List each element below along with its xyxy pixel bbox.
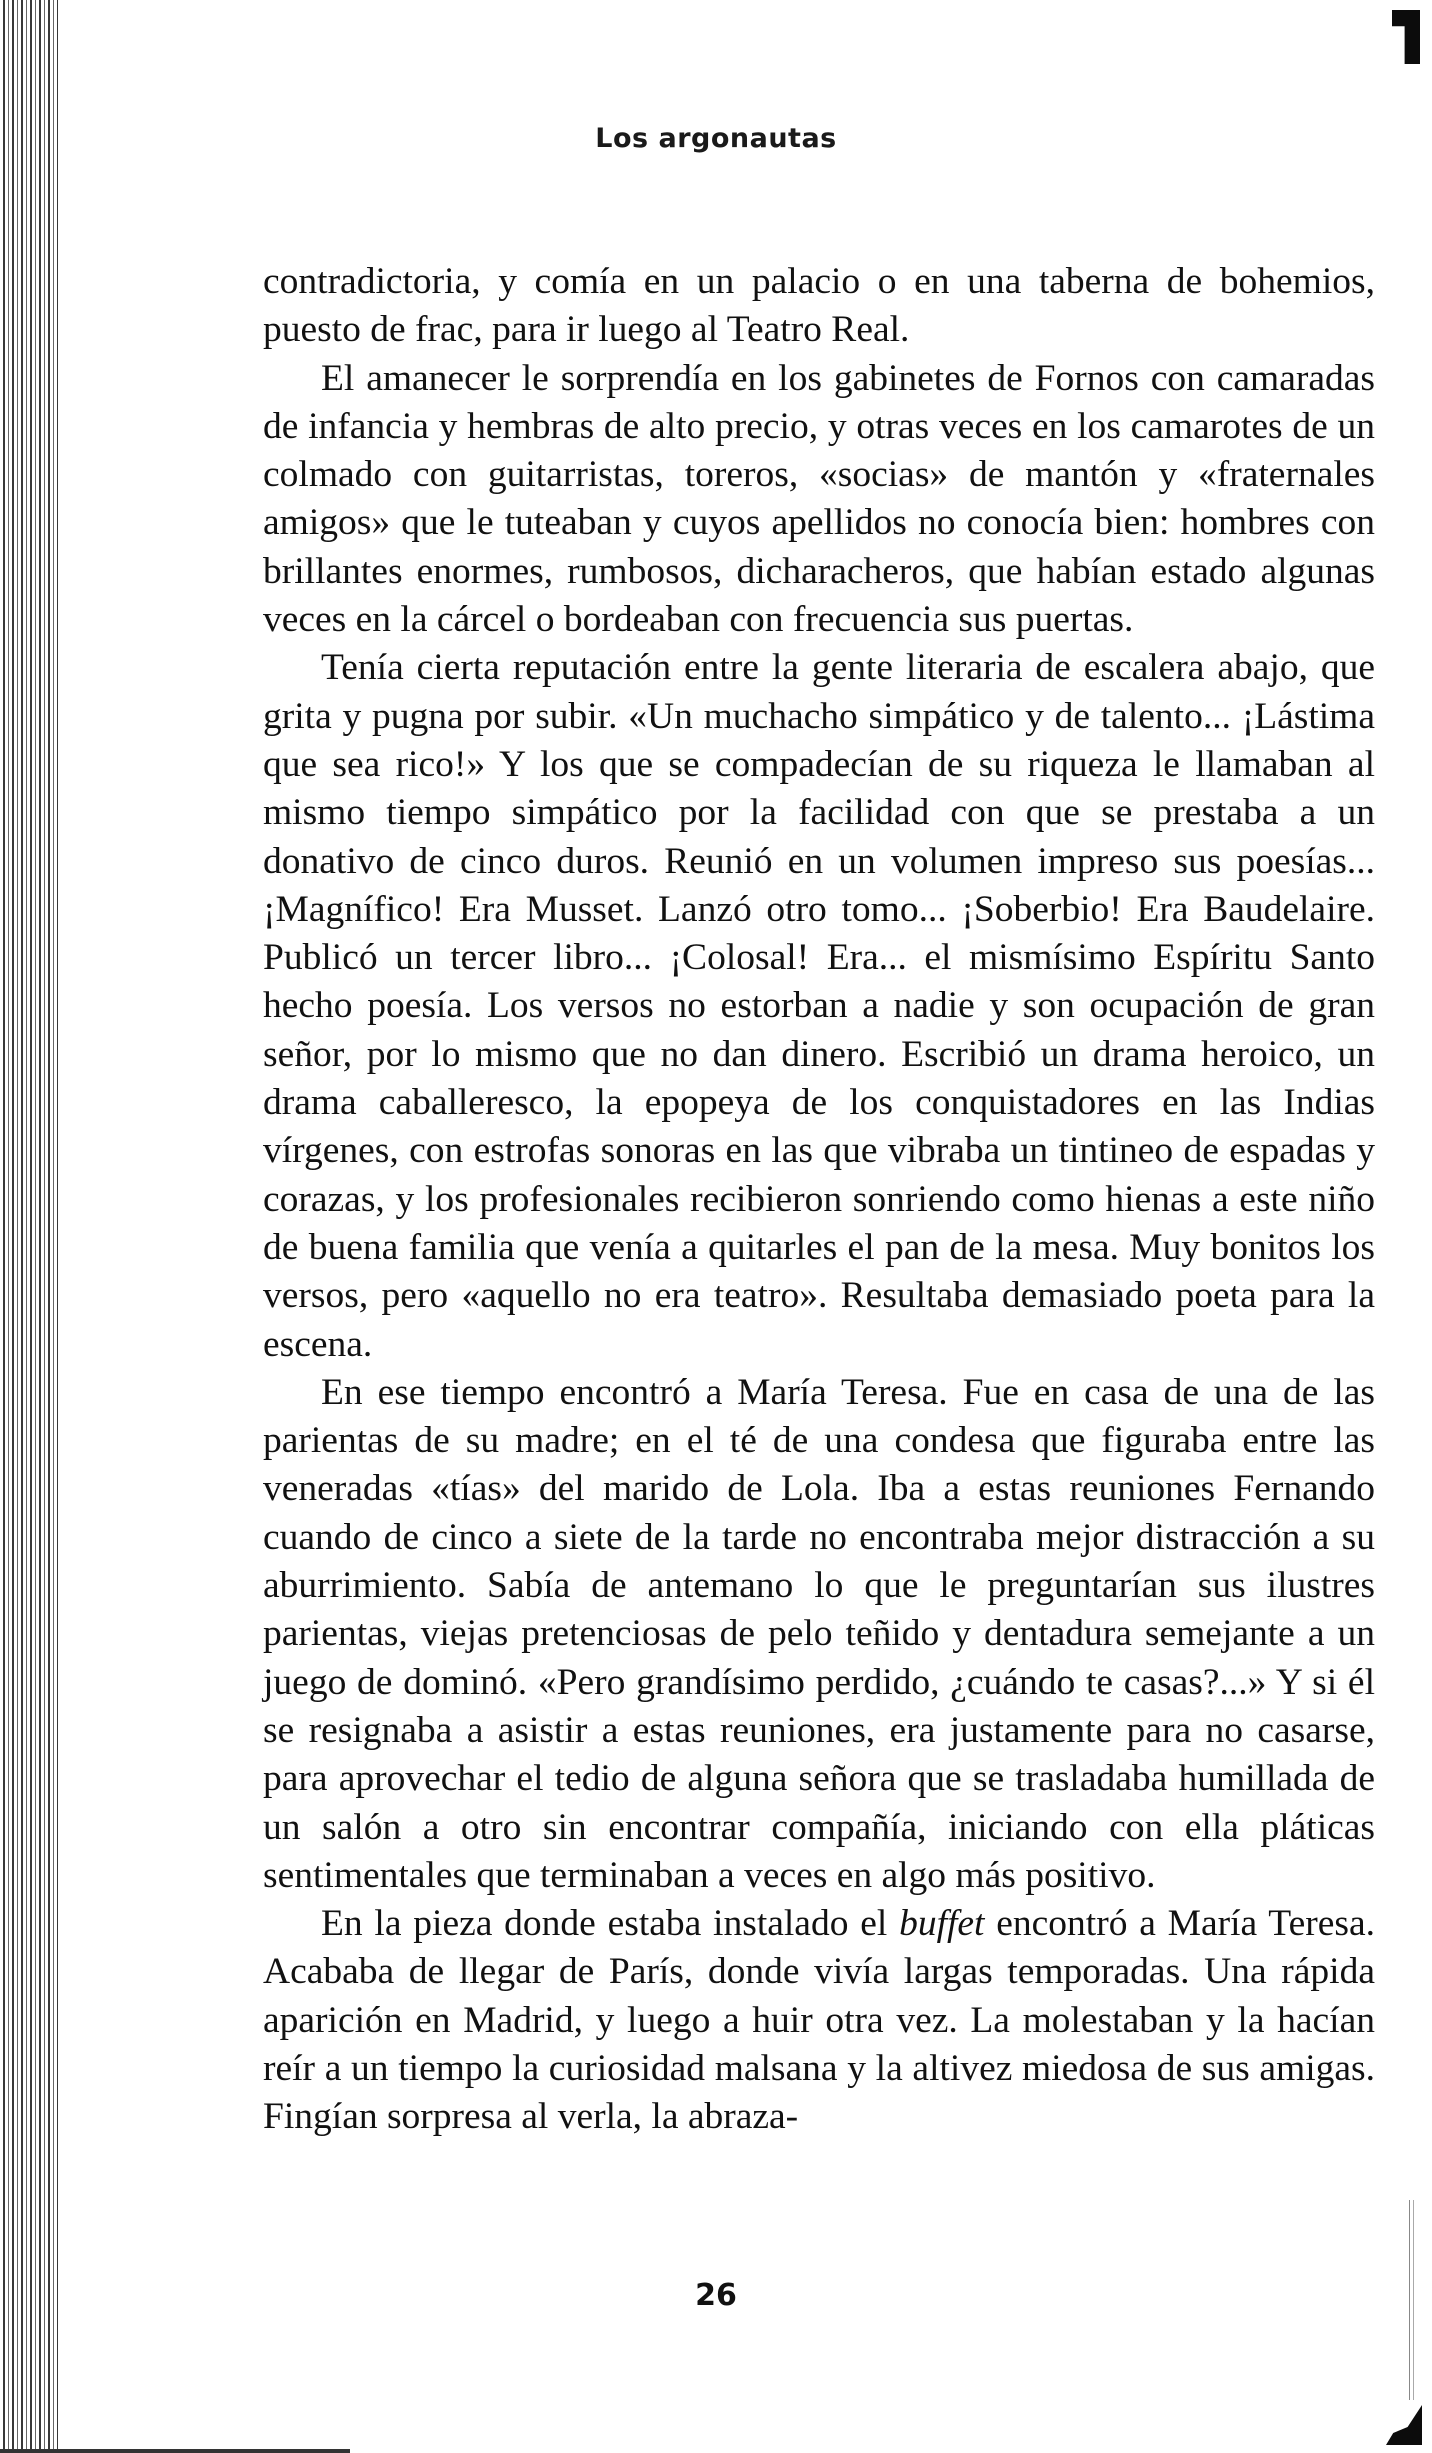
scan-bottom-edge (0, 2449, 350, 2453)
paragraph-2: El amanecer le sorprendía en los gabinetes de Fornos con camaradas de infancia y hembras de alto precio, y otras veces en los camarotes de un colmado con guitarristas, toreros, «socias» de mantón y «fraternales amigos» que le tuteaban y cuyos apellidos no conocía bien: hombres con brillantes enormes, rumbosos, dicharacheros, que habían estado algunas veces en la cárcel o bordeaban con frecuencia sus puertas. (263, 357, 1375, 641)
scan-corner-mark-top (1392, 10, 1420, 64)
scan-corner-mark-bottom (1386, 2405, 1422, 2445)
running-title: Los argonautas (595, 123, 837, 154)
paragraph-1: contradictoria, y comía en un palacio o en una taberna de bohemios, puesto de frac, para ir luego al Teatro Real. (263, 261, 1375, 351)
page-number: 26 (695, 2278, 737, 2313)
paragraph-4: En ese tiempo encontró a María Teresa. Fue en casa de una de las parientas de su madre; en el té de una condesa que figuraba entre las veneradas «tías» del marido de Lola. Iba a estas reuniones Fernando cuando de cinco a siete de la tarde no encontraba mejor distracción a su aburrimiento. Sabía de antemano lo que le preguntarían sus ilustres parientas, viejas pretenciosas de pelo teñido y dentadura semejante a un juego de dominó. «Pero grandísimo perdido, ¿cuándo te casas?...» Y si él se resignaba a asistir a estas reuniones, era justamente para no casarse, para aprovechar el tedio de alguna señora que se trasladaba humillada de un salón a otro sin encontrar compañía, iniciando con ella pláticas sentimentales que terminaban a veces en algo más positivo. (263, 1371, 1375, 1896)
paragraph-5-italic: buffet (899, 1903, 985, 1945)
paragraph-5 (263, 1900, 1375, 2141)
paragraph-5-start: En la pieza donde estaba instalado el (321, 1903, 900, 1945)
paragraph-5-end: encontró a María Teresa. Acababa de llegar de París, donde vivía largas temporadas. Una rápida aparición en Madrid, y luego a huir otra vez. La molestaban y la hacían reír a un tiempo la curiosidad malsana y la altivez miedosa de sus amigas. Fingían sorpresa al verla, la abraza- (263, 1903, 1375, 2138)
paragraph-3: Tenía cierta reputación entre la gente literaria de escalera abajo, que grita y pugna por subir. «Un muchacho simpático y de talento... ¡Lástima que sea rico!» Y los que se compadecían de su riqueza le llamaban al mismo tiempo simpático por la facilidad con que se prestaba a un donativo de cinco duros. Reunió en un volumen impreso sus poesías... ¡Magnífico! Era Musset. Lanzó otro tomo... ¡Soberbio! Era Baudelaire. Publicó un tercer libro... ¡Colosal! Era... el mismísimo Espíritu Santo hecho poesía. Los versos no estorban a nadie y son ocupación de gran señor, por lo mismo que no dan dinero. Escribió un drama heroico, un drama caballeresco, la epopeya de los conquistadores en las Indias vírgenes, con estrofas sonoras en las que vibraba un tintineo de espadas y corazas, y los profesionales recibieron sonriendo como hienas a este niño de buena familia que venía a quitarles el pan de la mesa. Muy bonitos los versos, pero «aquello no era teatro». Resultaba demasiado poeta para la escena. (263, 647, 1375, 1365)
body-text (263, 258, 1375, 2142)
scan-gutter (0, 0, 58, 2453)
